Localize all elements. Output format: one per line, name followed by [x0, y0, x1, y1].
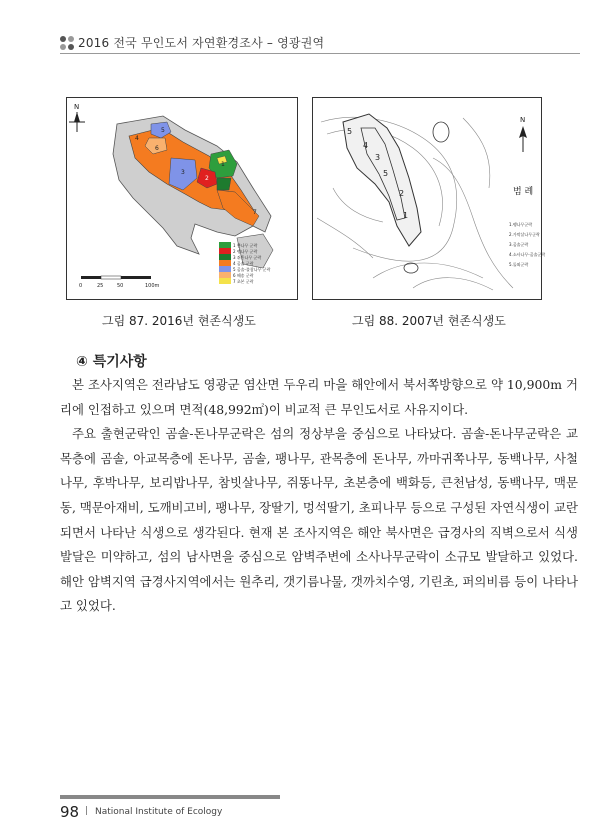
header-title: 2016 전국 무인도서 자연환경조사 – 영광권역: [78, 36, 325, 50]
svg-text:2.가막살나무군락: 2.가막살나무군락: [509, 232, 540, 237]
svg-text:5 곰솔-졸참나무 군락: 5 곰솔-졸참나무 군락: [233, 267, 271, 272]
zone-label: 1: [221, 161, 225, 168]
map-legend: [509, 185, 545, 267]
zone-label: 6: [155, 145, 159, 152]
svg-text:3 쥐똥나무 군락: 3 쥐똥나무 군락: [233, 255, 262, 260]
zone-label: 1: [403, 211, 409, 220]
compass-icon: [69, 112, 85, 132]
zone-label: 5: [383, 169, 389, 178]
zone-label: 3: [375, 153, 381, 162]
figure-87-caption: 그림 87. 2016년 현존식생도: [102, 314, 256, 328]
paragraph: 주요 출현군락인 곰솔-돈나무군락은 섬의 정상부을 중심으로 나타났다. 곰솔-돈나무군락은 교목층에 곰솔, 아교목층에 돈나무, 곰솔, 팽나무, 관목층에 돈나무, 까마귀쪽나무, 동백나무, 사철나무, 후박나무, 보리밥나무, 참빗살나무, 쥐똥나무, 초본층에 백화등, 큰천남성, 동백나무, 맥문동, 맥문아재비, 도깨비고비, 팽나무, 장딸기, 멍석딸기, 초피나무 등으로 구성된 자연식생이 교란되면서 나타난 식생으로 생각된다. 현재 본 조사지역은 해안 북사면은 급경사의 직벽으로서 식생발달은 미약하고, 섬의 남사면을 중심으로 암벽주변에 소사나무군락이 소규모 발달하고 있었다. 해안 암벽지역 급경사지역에서는 원추리, 갯기름나물, 갯까치수영, 기린초, 퍼의비름 등이 나타나고 있었다.: [60, 426, 579, 614]
svg-text:2 팽나무 군락: 2 팽나무 군락: [233, 249, 258, 254]
zone-label: 5: [161, 127, 165, 134]
figure-2007-vegetation-map: [312, 97, 546, 300]
page-number: 98: [60, 803, 80, 821]
zone-label: 3: [181, 169, 185, 176]
footer-organization: National Institute of Ecology: [95, 807, 223, 817]
footer-bar: [60, 795, 280, 799]
body-text: [60, 373, 578, 619]
svg-text:7 초본 군락: 7 초본 군락: [233, 279, 254, 284]
svg-text:3.곰솔군락: 3.곰솔군락: [509, 242, 529, 247]
svg-text:4.소사나무-곰솔군락: 4.소사나무-곰솔군락: [509, 252, 546, 257]
svg-text:5.돌외군락: 5.돌외군락: [509, 262, 529, 267]
zone-dark-area: [217, 178, 231, 190]
zone-label: 2: [205, 175, 209, 182]
vegetation-map-2007: [313, 98, 546, 299]
zone-label: 5: [347, 127, 353, 136]
svg-text:6 해송 군락: 6 해송 군락: [233, 273, 254, 278]
svg-text:0: 0: [79, 283, 83, 289]
zone-label: 4: [135, 135, 139, 142]
svg-text:100m: 100m: [145, 283, 160, 289]
north-label: N: [74, 103, 80, 111]
paragraph: 본 조사지역은 전라남도 영광군 염산면 두우리 마을 해안에서 북서쪽방향으로 약 10,900m 거리에 인접하고 있으며 면적(48,992㎡)이 비교적 큰 무인도서로 사유지이다.: [60, 377, 578, 417]
compass-icon: [519, 126, 527, 152]
header-rule: [60, 53, 580, 54]
vegetation-map-2016: [67, 98, 297, 299]
zone-label: 4: [363, 141, 369, 150]
svg-text:50: 50: [117, 283, 124, 289]
svg-text:25: 25: [97, 283, 104, 289]
zone-label: 7: [253, 209, 257, 216]
svg-text:1.팽나무군락: 1.팽나무군락: [509, 222, 533, 227]
footer-separator: |: [85, 806, 89, 816]
svg-text:4 곰솔 군락: 4 곰솔 군락: [233, 261, 254, 266]
figure-2016-vegetation-map: [66, 97, 298, 300]
north-label: N: [520, 116, 526, 124]
section-title: ④ 특기사항: [76, 354, 147, 370]
header-dots-icon: [60, 36, 74, 50]
running-header: [60, 32, 580, 54]
scale-bar: [79, 276, 160, 289]
svg-text:1 뽕나무 군락: 1 뽕나무 군락: [233, 243, 258, 248]
figure-88-caption: 그림 88. 2007년 현존식생도: [352, 314, 506, 328]
svg-text:범 례: 범 례: [513, 187, 534, 197]
zone-label: 2: [399, 189, 405, 198]
